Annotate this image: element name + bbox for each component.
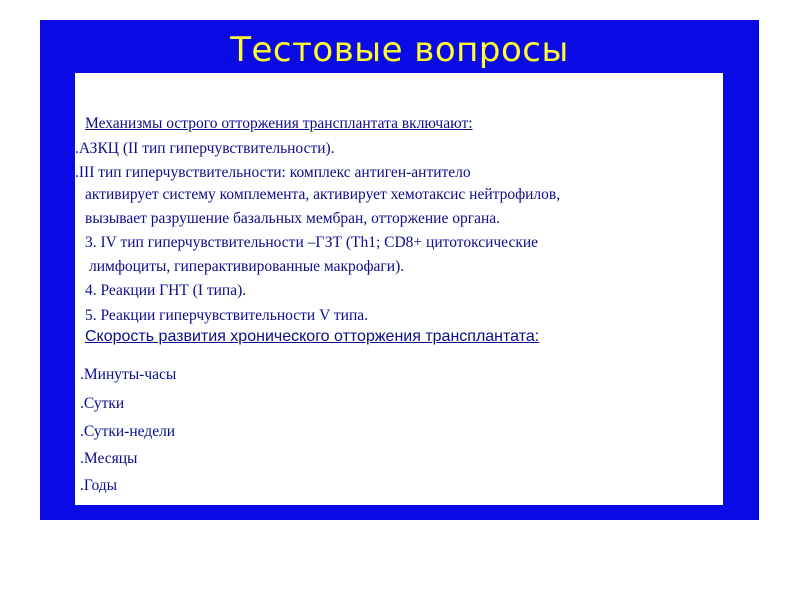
question-1-prompt: Механизмы острого отторжения трансплантата включают: bbox=[85, 115, 473, 132]
answer-line-5: 3. IV тип гиперчувствительности –ГЗТ (Th1; CD8+ цитотоксические bbox=[85, 234, 539, 251]
slide-title: Тестовые вопросы bbox=[230, 30, 569, 70]
content-panel bbox=[75, 73, 723, 505]
option-4: .Месяцы bbox=[80, 450, 138, 467]
answer-line-4: вызывает разрушение базальных мембран, отторжение органа. bbox=[85, 210, 501, 227]
option-2: .Сутки bbox=[80, 395, 125, 412]
answer-line-3: активирует систему комплемента, активирует хемотаксис нейтрофилов, bbox=[85, 186, 561, 203]
option-5: .Годы bbox=[80, 477, 118, 494]
option-1: .Минуты-часы bbox=[80, 366, 177, 383]
answer-line-1: .АЗКЦ (II тип гиперчувствительности). bbox=[75, 140, 335, 157]
answer-line-7: 4. Реакции ГНТ (I типа). bbox=[85, 282, 247, 299]
answer-line-6: лимфоциты, гиперактивированные макрофаги). bbox=[89, 258, 405, 275]
slide-frame bbox=[40, 20, 759, 520]
question-2-prompt: Скорость развития хронического отторжения трансплантата: bbox=[85, 328, 540, 345]
option-3: .Сутки-недели bbox=[80, 423, 176, 440]
answer-line-8: 5. Реакции гиперчувствительности V типа. bbox=[85, 307, 369, 324]
answer-line-2: .III тип гиперчувствительности: комплекс антиген-антитело bbox=[75, 164, 471, 181]
